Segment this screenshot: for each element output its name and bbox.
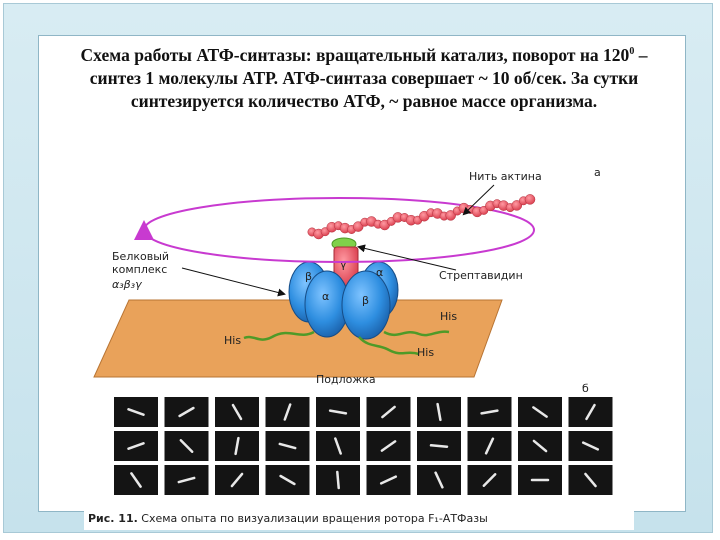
micrograph-streak [431, 445, 447, 446]
gamma-subunit-label: γ [340, 258, 347, 271]
his-label-left: His [224, 334, 242, 347]
actin-label: Нить актина [469, 170, 542, 183]
atp-synthase-figure [84, 152, 634, 530]
panel-b-label: б [582, 382, 589, 395]
protein-complex-label-1: Белковый [112, 250, 170, 263]
panel-a-label: а [594, 166, 601, 179]
slide-title [62, 40, 666, 113]
title-part-2: – синтез 1 молекулы АТР. АТФ-синтаза совершает ~ 10 об/сек. За сутки синтезируется количество АТФ, ~ равное массе организма. [89, 44, 648, 111]
figure-caption [88, 512, 628, 525]
title-part-1: Схема работы АТФ-синтазы: вращательный катализ, поворот на 120 [80, 44, 630, 65]
caption-text: Схема опыта по визуализации вращения ротора F₁-АТФазы [137, 512, 488, 525]
subunit-label-beta-left: β [305, 270, 313, 283]
actin-bead [525, 194, 535, 204]
substrate-label: Подложка [316, 373, 376, 386]
protein-complex-label-2: комплекс [112, 263, 168, 276]
title-superscript: 0 [629, 46, 635, 57]
his-label-right-top: His [440, 310, 458, 323]
micrograph-frames-grid [114, 397, 613, 495]
protein-complex-pointer [182, 268, 284, 294]
micrograph-streak [337, 472, 338, 488]
streptavidin-label: Стрептавидин [439, 269, 523, 282]
caption-number: Рис. 11. [88, 512, 138, 525]
protein-complex-formula: α₃β₃γ [112, 278, 142, 291]
subunit-label-beta-front: β [362, 294, 370, 307]
figure-illustration [84, 152, 634, 530]
his-label-right-bottom: His [417, 346, 435, 359]
subunit-label-alpha-front: α [322, 290, 330, 303]
subunit-label-alpha-right: α [376, 266, 384, 279]
